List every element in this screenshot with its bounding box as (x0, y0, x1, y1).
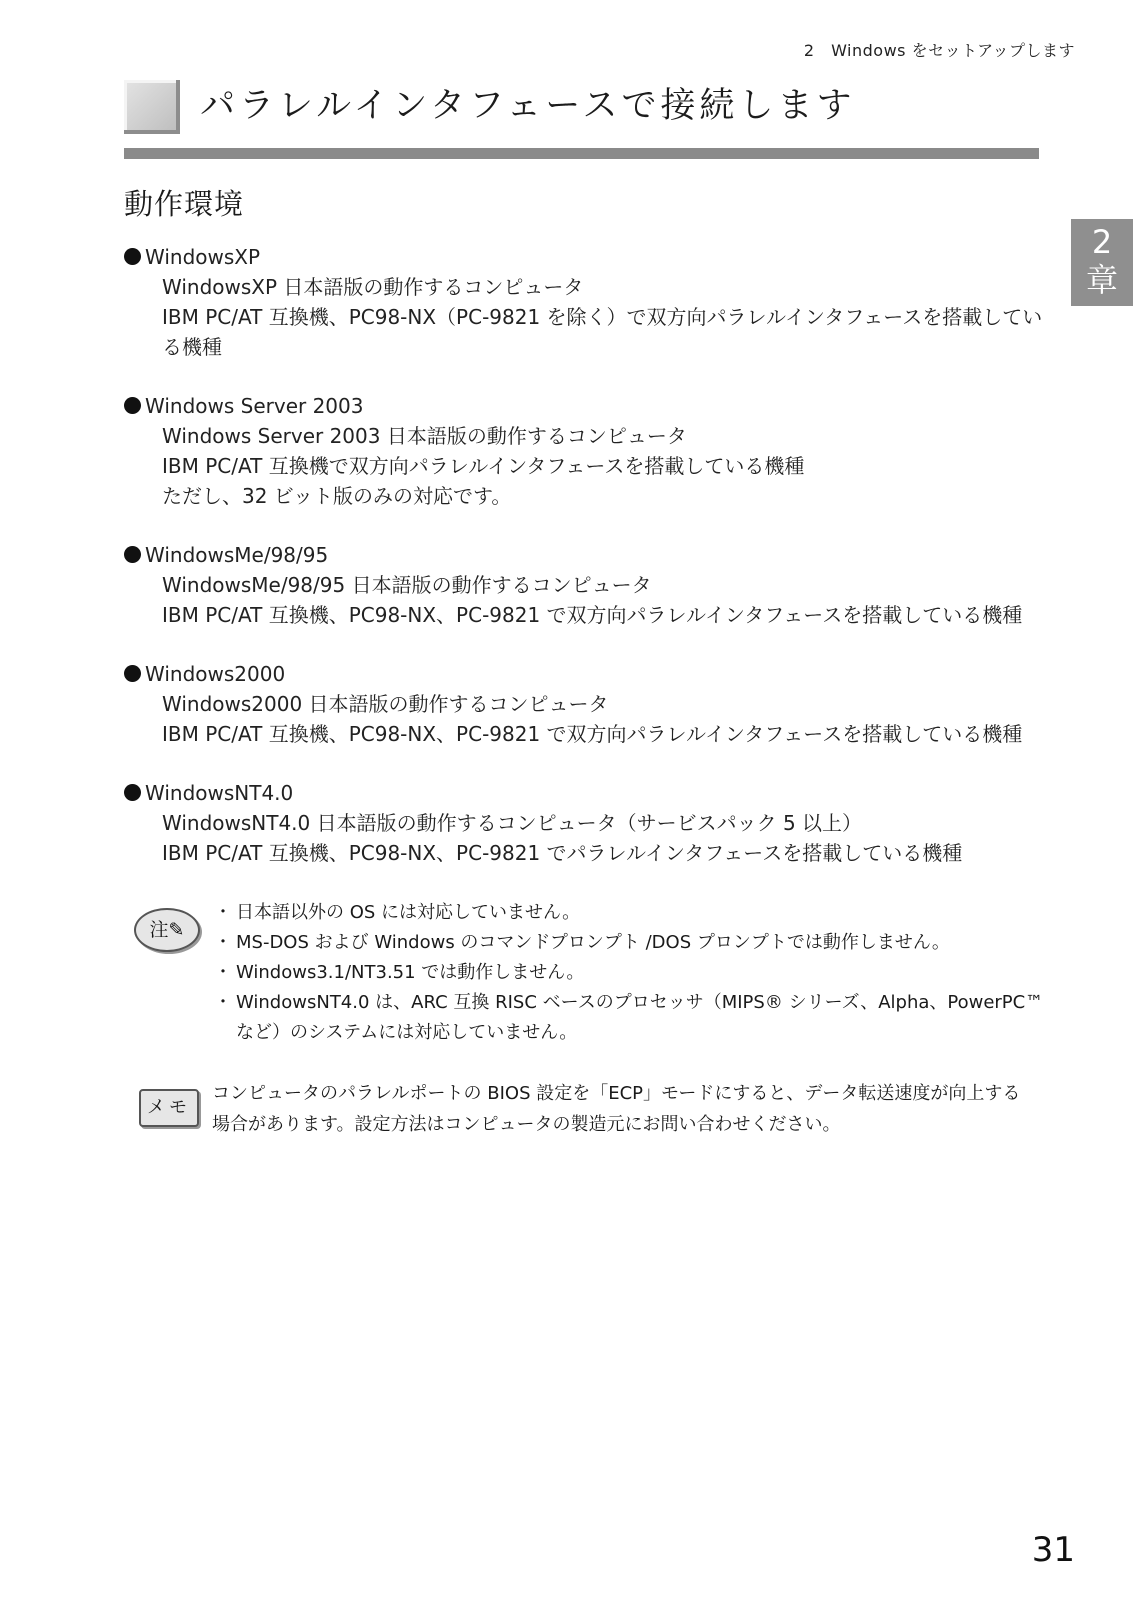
env-title-text: WindowsMe/98/95 (145, 543, 329, 567)
env-title (124, 242, 1054, 272)
env-line: IBM PC/AT 互換機で双方向パラレルインタフェースを搭載している機種 (162, 454, 805, 478)
bullet-dot-icon (124, 784, 141, 801)
note-pencil-icon: 注✎ (134, 908, 200, 952)
env-line: ただし、32 ビット版のみの対応です。 (162, 484, 512, 508)
env-line: IBM PC/AT 互換機、PC98-NX、PC-9821 で双方向パラレルインタフェースを搭載している機種 (162, 722, 1023, 746)
env-line: WindowsMe/98/95 日本語版の動作するコンピュータ (162, 573, 652, 597)
page-number: 31 (1031, 1530, 1075, 1570)
note-bullet: ・ (214, 992, 232, 1013)
note-bullet: ・ (214, 902, 232, 923)
running-header: 2 Windows をセットアップします (803, 41, 1075, 60)
bullet-dot-icon (124, 248, 141, 265)
note-text: WindowsNT4.0 は、ARC 互換 RISC ベースのプロセッサ（MIPS® シリーズ、Alpha、PowerPC™ など）のシステムには対応していません。 (236, 992, 1044, 1043)
env-line: る機種 (162, 335, 222, 359)
env-line: WindowsNT4.0 日本語版の動作するコンピュータ（サービスパック 5 以上） (162, 811, 863, 835)
section-heading: 動作環境 (124, 187, 245, 221)
bullet-dot-icon (124, 397, 141, 414)
note-text: Windows3.1/NT3.51 では動作しません。 (236, 962, 585, 983)
env-title-text: WindowsNT4.0 (145, 781, 294, 805)
env-title (124, 778, 1054, 808)
env-line: IBM PC/AT 互換機、PC98-NX（PC-9821 を除く）で双方向パラレルインタフェースを搭載してい (162, 305, 1043, 329)
env-line: Windows Server 2003 日本語版の動作するコンピュータ (162, 424, 687, 448)
env-block-windowsxp (124, 242, 1054, 362)
title-rule (124, 148, 1039, 159)
note-bullet: ・ (214, 962, 232, 983)
note-icon-label: 注 (149, 919, 169, 941)
bullet-dot-icon (124, 546, 141, 563)
note-bullet: ・ (214, 932, 232, 953)
memo-text: コンピュータのパラレルポートの BIOS 設定を「ECP」モードにすると、データ転送速度が向上する場合があります。設定方法はコンピュータの製造元にお問い合わせください。 (212, 1083, 1021, 1135)
note-item (214, 898, 1044, 928)
env-title-text: Windows Server 2003 (145, 394, 364, 418)
chapter-tab (1071, 219, 1133, 306)
env-title-text: WindowsXP (145, 245, 261, 269)
note-item (214, 958, 1044, 988)
chapter-number: 2 (1091, 223, 1113, 261)
env-title (124, 391, 1054, 421)
env-block-windowsnt4 (124, 778, 1054, 868)
page-title: パラレルインタフェースで接続します (200, 86, 856, 126)
title-square-icon (124, 80, 180, 134)
env-block-windows2000 (124, 659, 1054, 749)
env-line: IBM PC/AT 互換機、PC98-NX、PC-9821 でパラレルインタフェースを搭載している機種 (162, 841, 963, 865)
note-text: 日本語以外の OS には対応していません。 (236, 902, 581, 923)
environment-list (124, 242, 1054, 897)
env-title-text: Windows2000 (145, 662, 286, 686)
memo-icon: メモ (139, 1089, 199, 1127)
env-line: IBM PC/AT 互換機、PC98-NX、PC-9821 で双方向パラレルインタフェースを搭載している機種 (162, 603, 1023, 627)
note-item (214, 928, 1044, 958)
note-list (214, 898, 1044, 1048)
note-text: MS-DOS および Windows のコマンドプロンプト /DOS プロンプトでは動作しません。 (236, 932, 950, 953)
env-block-windowsme-98-95 (124, 540, 1054, 630)
bullet-dot-icon (124, 665, 141, 682)
env-title (124, 659, 1054, 689)
note-item (214, 988, 1044, 1048)
env-block-windows-server-2003 (124, 391, 1054, 511)
env-line: WindowsXP 日本語版の動作するコンピュータ (162, 275, 584, 299)
env-title (124, 540, 1054, 570)
chapter-label: 章 (1085, 261, 1118, 299)
env-line: Windows2000 日本語版の動作するコンピュータ (162, 692, 609, 716)
